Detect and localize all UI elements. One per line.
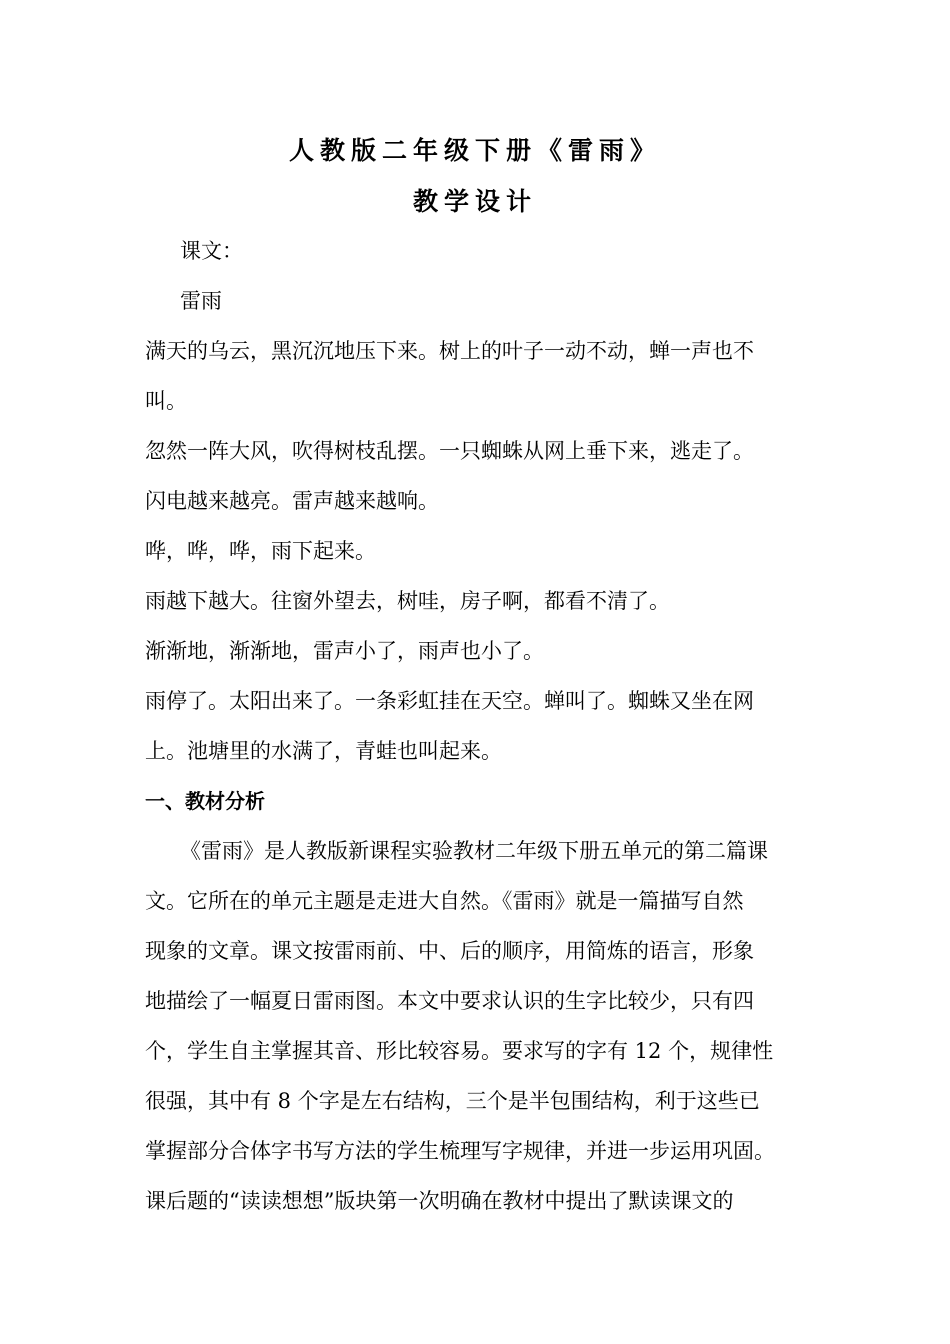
- text-line: 忽然一阵大风，吹得树枝乱摆。一只蜘蛛从网上垂下来，逃走了。: [145, 439, 754, 463]
- paragraph-line: 文。它所在的单元主题是走进大自然。《雷雨》就是一篇描写自然: [145, 889, 744, 913]
- paragraph-line: 很强，其中有 8 个字是左右结构，三个是半包围结构，利于这些已: [145, 1089, 760, 1113]
- paragraph-line: 《雷雨》是人教版新课程实验教材二年级下册五单元的第二篇课: [180, 839, 768, 863]
- text-line: 哗，哗，哗，雨下起来。: [145, 539, 376, 563]
- text-line: 雨越下越大。往窗外望去，树哇，房子啊，都看不清了。: [145, 589, 670, 613]
- text-line: 雨停了。太阳出来了。一条彩虹挂在天空。蝉叫了。蜘蛛又坐在网: [145, 689, 754, 713]
- text-line: 叫。: [145, 389, 187, 413]
- text-line: 闪电越来越亮。雷声越来越响。: [145, 489, 439, 513]
- paragraph-line: 现象的文章。课文按雷雨前、中、后的顺序，用简炼的语言，形象: [145, 939, 754, 963]
- text-line: 上。池塘里的水满了，青蛙也叫起来。: [145, 739, 502, 763]
- label-kewen: 课文：: [180, 239, 243, 263]
- document-title: 人教版二年级下册《雷雨》: [288, 136, 661, 165]
- section-heading-analysis: 一、教材分析: [145, 789, 265, 813]
- poem-title: 雷雨: [180, 289, 222, 313]
- paragraph-line: 掌握部分合体字书写方法的学生梳理写字规律，并进一步运用巩固。: [145, 1139, 775, 1163]
- document-subtitle: 教学设计: [412, 187, 537, 216]
- text-line: 满天的乌云，黑沉沉地压下来。树上的叶子一动不动，蝉一声也不: [145, 339, 754, 363]
- text-line: 渐渐地，渐渐地，雷声小了，雨声也小了。: [145, 639, 544, 663]
- paragraph-line: 地描绘了一幅夏日雷雨图。本文中要求认识的生字比较少，只有四: [145, 989, 754, 1013]
- paragraph-line: 个，学生自主掌握其音、形比较容易。要求写的字有 12 个，规律性: [145, 1039, 774, 1063]
- paragraph-line: 课后题的“读读想想”版块第一次明确在教材中提出了默读课文的: [145, 1189, 734, 1213]
